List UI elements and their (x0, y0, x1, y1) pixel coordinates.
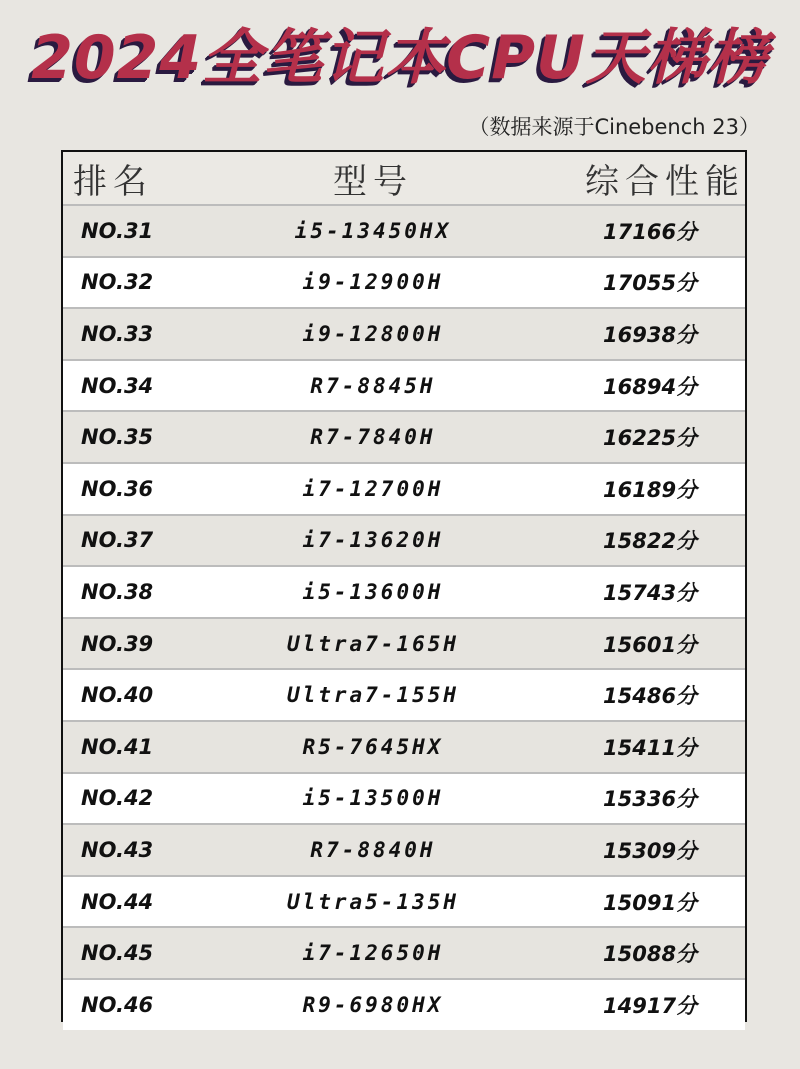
score-cell: 17055分 (603, 271, 698, 296)
model-cell: i9-12900H (302, 270, 444, 295)
rank-cell: NO.38 (81, 579, 154, 604)
model-cell: R7-8840H (310, 837, 436, 862)
table-row (63, 720, 745, 772)
score-cell: 15091分 (603, 890, 698, 915)
score-cell: 15601分 (603, 632, 698, 657)
rank-cell: NO.43 (81, 837, 154, 862)
table-row (63, 462, 745, 514)
score-cell: 16225分 (603, 426, 698, 451)
model-cell: i7-12700H (302, 476, 444, 501)
model-cell: i5-13600H (302, 579, 444, 604)
model-cell: R9-6980HX (302, 992, 444, 1017)
table-row (63, 359, 745, 411)
score-cell: 16894分 (603, 374, 698, 399)
table-row (63, 823, 745, 875)
score-cell: 15743分 (603, 580, 698, 605)
score-cell: 15411分 (603, 735, 698, 760)
model-cell: R7-7840H (310, 425, 436, 450)
data-source-note: （数据来源于Cinebench 23） (468, 115, 760, 139)
rank-cell: NO.44 (81, 889, 154, 914)
rank-cell: NO.41 (81, 734, 154, 759)
model-cell: i7-12650H (302, 941, 444, 966)
score-cell: 16189分 (603, 477, 698, 502)
rank-cell: NO.39 (81, 631, 154, 656)
model-cell: i7-13620H (302, 528, 444, 553)
score-cell: 15486分 (603, 684, 698, 709)
model-cell: Ultra7-155H (286, 683, 460, 708)
table-row (63, 978, 745, 1030)
score-cell: 17166分 (603, 219, 698, 244)
model-cell: Ultra5-135H (286, 889, 460, 914)
table-row (63, 875, 745, 927)
score-cell: 16938分 (603, 322, 698, 347)
table-body (63, 204, 745, 1030)
model-cell: Ultra7-165H (286, 631, 460, 656)
table-header (63, 152, 745, 204)
table-row (63, 514, 745, 566)
table-row (63, 565, 745, 617)
rank-cell: NO.33 (81, 321, 154, 346)
table-row (63, 204, 745, 256)
cpu-ranking-table (61, 150, 747, 1022)
score-cell: 15336分 (603, 787, 698, 812)
rank-cell: NO.45 (81, 941, 154, 966)
rank-cell: NO.40 (81, 683, 154, 708)
table-row (63, 617, 745, 669)
model-cell: i5-13500H (302, 786, 444, 811)
table-row (63, 256, 745, 308)
score-cell: 15309分 (603, 838, 698, 863)
table-row (63, 926, 745, 978)
rank-cell: NO.32 (81, 270, 154, 295)
rank-cell: NO.42 (81, 786, 154, 811)
model-cell: R5-7645HX (302, 734, 444, 759)
rank-cell: NO.46 (81, 992, 154, 1017)
model-cell: i5-13450HX (294, 218, 452, 243)
score-cell: 15088分 (603, 942, 698, 967)
model-cell: i9-12800H (302, 321, 444, 346)
rank-cell: NO.37 (81, 528, 154, 553)
rank-cell: NO.36 (81, 476, 154, 501)
table-row (63, 307, 745, 359)
score-cell: 15822分 (603, 529, 698, 554)
table-row (63, 668, 745, 720)
header-score: 综合性能 (585, 161, 745, 202)
table-row (63, 772, 745, 824)
header-rank: 排名 (73, 161, 153, 202)
table-row (63, 410, 745, 462)
rank-cell: NO.31 (81, 218, 154, 243)
page-title: 2024全笔记本CPU天梯榜 (31, 23, 769, 93)
rank-cell: NO.34 (81, 373, 154, 398)
score-cell: 14917分 (603, 993, 698, 1018)
header-model: 型号 (333, 161, 413, 202)
model-cell: R7-8845H (310, 373, 436, 398)
rank-cell: NO.35 (81, 425, 154, 450)
